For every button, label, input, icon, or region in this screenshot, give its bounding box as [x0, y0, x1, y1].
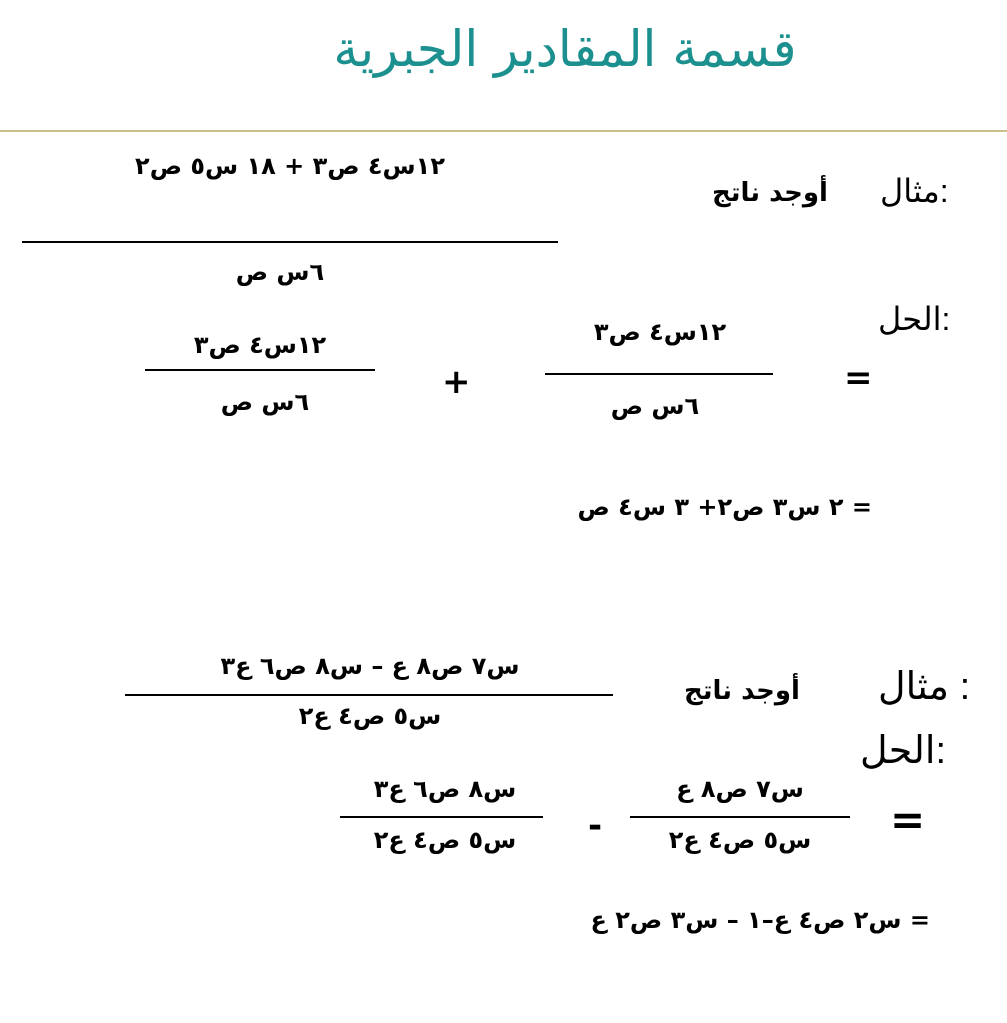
example1-solution-label: الحل: — [878, 301, 951, 337]
example2-fraction-bar — [125, 694, 613, 696]
example1-term2-numerator: ١٢س٤ ص٣ — [193, 331, 327, 359]
example1-term1-bar — [545, 373, 773, 375]
example2-numerator: س٧ ص٨ ع – س٨ ص٦ ع٣ — [220, 652, 520, 680]
example1-fraction-bar — [22, 241, 558, 243]
example2-term2-denominator: س٥ ص٤ ع٢ — [373, 826, 517, 854]
example1-result: = ٢ س٣ ص٢+ ٣ س٤ ص — [577, 493, 872, 521]
slide-title: قسمة المقادير الجبرية — [333, 20, 797, 78]
example2-label: مثال : — [878, 666, 971, 708]
example1-equals: = — [844, 358, 873, 398]
example1-term2-denominator: ٦س ص — [220, 388, 310, 416]
example1-term1-numerator: ١٢س٤ ص٣ — [593, 318, 727, 346]
example1-plus: + — [442, 362, 471, 402]
example2-term1-denominator: س٥ ص٤ ع٢ — [668, 826, 812, 854]
example2-term2-numerator: س٨ ص٦ ع٣ — [373, 775, 517, 803]
example1-label: مثال: — [880, 173, 949, 209]
example2-term1-numerator: س٧ ص٨ ع — [676, 775, 804, 803]
example2-equals: = — [890, 795, 926, 844]
example1-term2-bar — [145, 369, 375, 371]
example2-result: = س٢ ص٤ ع–١ – س٣ ص٢ ع — [590, 906, 930, 934]
example2-solution-label: الحل: — [860, 730, 947, 772]
example1-numerator: ١٢س٤ ص٣ + ١٨ س٥ ص٢ — [135, 152, 445, 180]
example2-denominator: س٥ ص٤ ع٢ — [298, 702, 442, 730]
title-divider — [0, 130, 1007, 132]
example1-denominator: ٦س ص — [235, 258, 325, 286]
example1-instruction: أوجد ناتج — [712, 178, 828, 208]
example2-instruction: أوجد ناتج — [684, 676, 800, 706]
example2-minus: - — [588, 806, 603, 846]
example2-term1-bar — [630, 816, 850, 818]
example1-term1-denominator: ٦س ص — [610, 392, 700, 420]
example2-term2-bar — [340, 816, 543, 818]
